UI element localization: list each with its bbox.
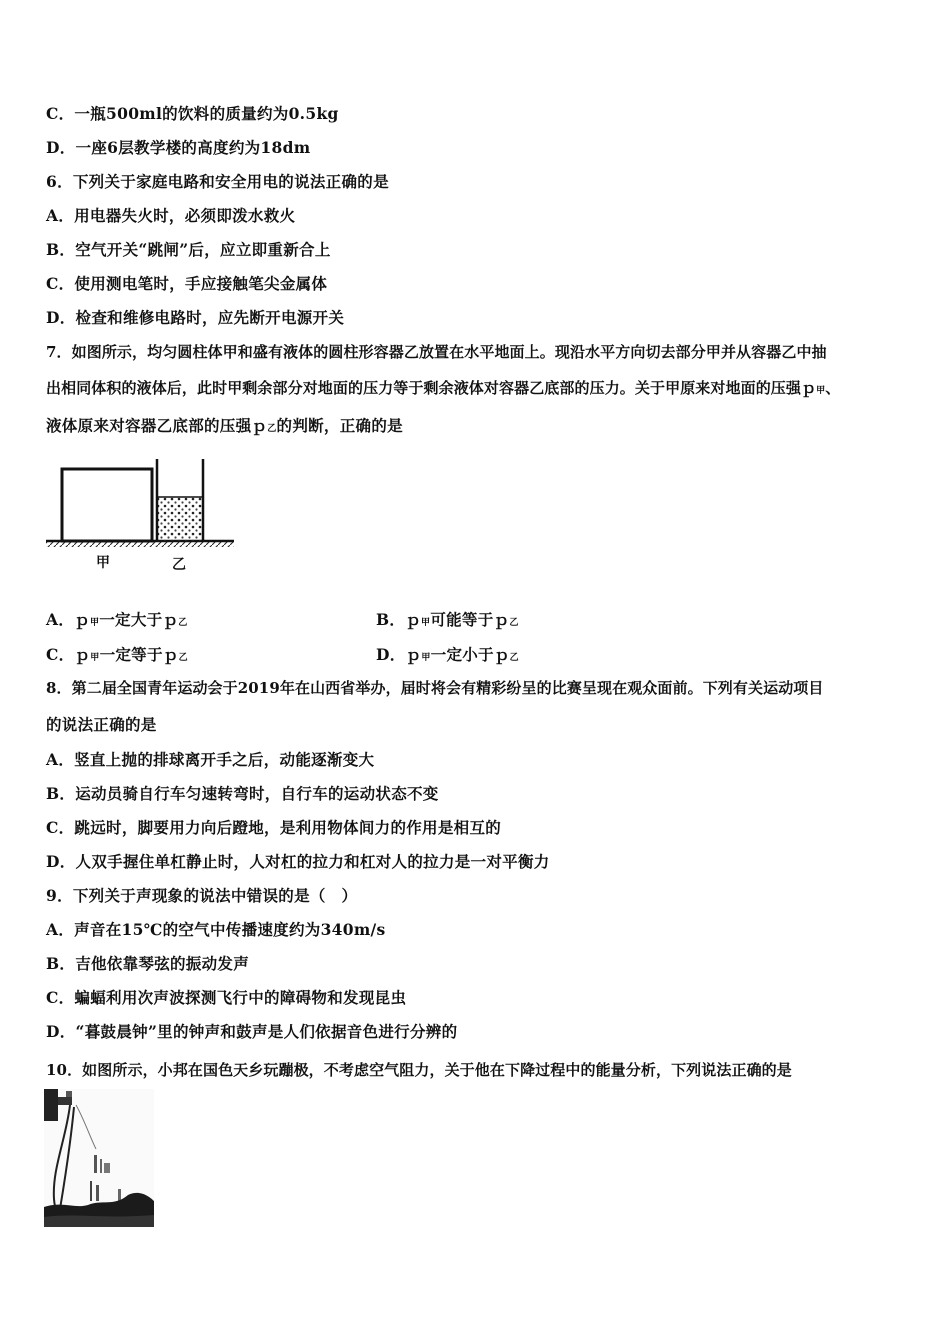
q8-option-a: A．竖直上抛的排球离开手之后，动能逐渐变大 [46, 750, 375, 769]
q9-option-d: D．“暮鼓晨钟”里的钟声和鼓声是人们依据音色进行分辨的 [46, 1022, 458, 1041]
q5-option-d: D．一座6层教学楼的高度约为18dm [46, 138, 311, 157]
q8-option-c: C．跳远时，脚要用力向后蹬地，是利用物体间力的作用是相互的 [46, 818, 502, 837]
q8-stem-line1: 8．第二届全国青年运动会于2019年在山西省举办，届时将会有精彩纷呈的比赛呈现在观众面前。下列有关运动项目 [46, 679, 824, 697]
q6-option-d: D．检查和维修电路时，应先断开电源开关 [46, 308, 345, 327]
q8-option-d: D．人双手握住单杠静止时，人对杠的拉力和杠对人的拉力是一对平衡力 [46, 852, 550, 871]
q9-option-c: C．蝙蝠利用次声波探测飞行中的障碍物和发现昆虫 [46, 988, 407, 1007]
q7-figure [44, 455, 240, 577]
label-yi: 乙 [172, 557, 186, 573]
q9-option-a: A．声音在15℃的空气中传播速度约为340m/s [46, 920, 386, 939]
q6-option-a: A．用电器失火时，必须即泼水救火 [46, 206, 296, 225]
q7-option-a: A．ｐ甲一定大于ｐ乙 [46, 610, 188, 629]
q6-option-c: C．使用测电笔时，手应接触笔尖金属体 [46, 274, 328, 293]
q7-stem-line3: 液体原来对容器乙底部的压强ｐ乙的判断，正确的是 [46, 416, 403, 435]
q9-stem: 9．下列关于声现象的说法中错误的是（ ） [46, 886, 358, 905]
tower [44, 1089, 58, 1121]
q8-option-b: B．运动员骑自行车匀速转弯时，自行车的运动状态不变 [46, 784, 439, 803]
q9-option-b: B．吉他依靠琴弦的振动发声 [46, 954, 250, 973]
q10-bungee-photo [44, 1089, 154, 1227]
q10-stem: 10．如图所示，小邦在国色天乡玩蹦极，不考虑空气阻力，关于他在下降过程中的能量分析，下列说法正确的是 [46, 1061, 792, 1079]
label-jia: 甲 [96, 555, 110, 571]
q7-stem-line2: 出相同体积的液体后，此时甲剩余部分对地面的压力等于剩余液体对容器乙底部的压力。关于甲原来对地面的压强ｐ甲、 [46, 379, 841, 397]
q7-option-d: D．ｐ甲一定小于ｐ乙 [376, 645, 519, 664]
q7-option-c: C．ｐ甲一定等于ｐ乙 [46, 645, 188, 664]
q6-stem: 6．下列关于家庭电路和安全用电的说法正确的是 [46, 172, 389, 191]
q7-stem-line1: 7．如图所示，均匀圆柱体甲和盛有液体的圆柱形容器乙放置在水平地面上。现沿水平方向切去部分甲并从容器乙中抽 [46, 343, 827, 361]
q7-option-b: B．ｐ甲可能等于ｐ乙 [376, 610, 519, 629]
liquid-yi [158, 497, 202, 541]
q8-stem-line2: 的说法正确的是 [46, 715, 157, 734]
q5-option-c: C．一瓶500ml的饮料的质量约为0.5kg [46, 104, 339, 123]
q6-option-b: B．空气开关“跳闸”后，应立即重新合上 [46, 240, 331, 259]
cylinder-jia [62, 469, 152, 541]
